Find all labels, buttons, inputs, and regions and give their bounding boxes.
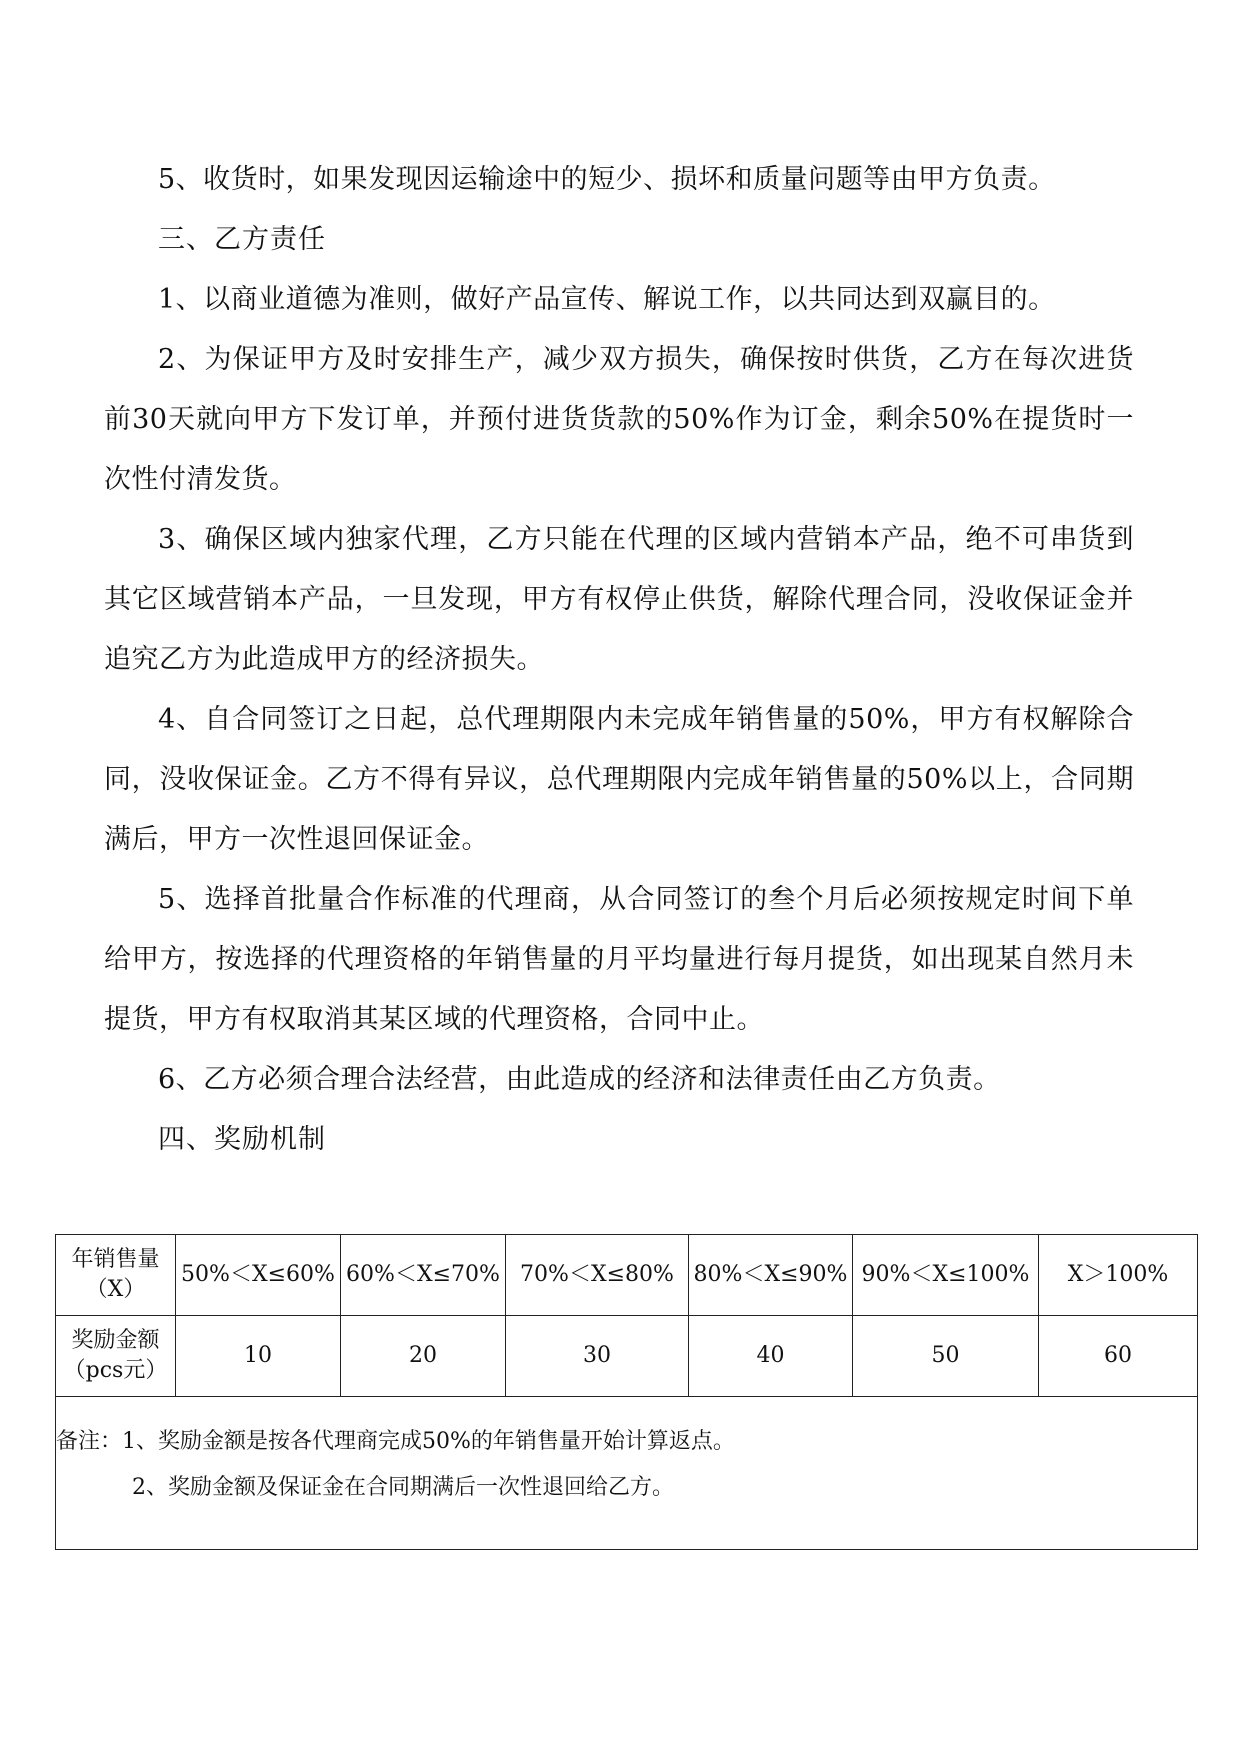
- section-heading-rewards: 四、奖励机制: [158, 1124, 326, 1155]
- amount-cell: 20: [341, 1316, 506, 1397]
- paragraph-legal-operation: 6、乙方必须合理合法经营，由此造成的经济和法律责任由乙方负责。: [158, 1064, 1001, 1095]
- table-row-sales-range: [56, 1235, 1198, 1316]
- paragraph-orders: 2、为保证甲方及时安排生产，减少双方损失，确保按时供货，乙方在每次进货前30天就向甲方下发订单，并预付进货货款的50%作为订金，剩余50%在提货时一次性付清发货。: [104, 344, 1134, 495]
- range-cell: 90%＜X≤100%: [853, 1235, 1039, 1316]
- amount-cell: 50: [853, 1316, 1039, 1397]
- reward-table: [55, 1234, 1198, 1550]
- paragraph-receiving: 5、收货时，如果发现因运输途中的短少、损坏和质量问题等由甲方负责。: [158, 164, 1056, 195]
- header-annual-sales: 年销售量（X）: [56, 1235, 176, 1316]
- paragraph-exclusive-agency: 3、确保区域内独家代理，乙方只能在代理的区域内营销本产品，绝不可串货到其它区域营销本产品，一旦发现，甲方有权停止供货，解除代理合同，没收保证金并追究乙方为此造成甲方的经济损失。: [104, 524, 1134, 675]
- range-cell: X＞100%: [1039, 1235, 1198, 1316]
- paragraph-sales-target: 4、自合同签订之日起，总代理期限内未完成年销售量的50%，甲方有权解除合同，没收保证金。乙方不得有异议，总代理期限内完成年销售量的50%以上，合同期满后，甲方一次性退回保证金。: [104, 704, 1134, 855]
- paragraph-monthly-pickup: 5、选择首批量合作标准的代理商，从合同签订的叁个月后必须按规定时间下单给甲方，按选择的代理资格的年销售量的月平均量进行每月提货，如出现某自然月未提货，甲方有权取消其某区域的代理资格，合同中止。: [104, 884, 1134, 1035]
- section-heading-party-b: 三、乙方责任: [158, 224, 326, 255]
- table-row-notes: [56, 1397, 1198, 1550]
- notes-cell: [56, 1397, 1198, 1550]
- amount-cell: 40: [689, 1316, 853, 1397]
- amount-cell: 60: [1039, 1316, 1198, 1397]
- note-line-2: 2、奖励金额及保证金在合同期满后一次性退回给乙方。: [132, 1475, 674, 1500]
- header-reward-amount: 奖励金额（pcs元）: [56, 1316, 176, 1397]
- range-cell: 50%＜X≤60%: [176, 1235, 341, 1316]
- range-cell: 70%＜X≤80%: [506, 1235, 689, 1316]
- amount-cell: 10: [176, 1316, 341, 1397]
- range-cell: 80%＜X≤90%: [689, 1235, 853, 1316]
- paragraph-ethics: 1、以商业道德为准则，做好产品宣传、解说工作，以共同达到双赢目的。: [158, 284, 1056, 315]
- amount-cell: 30: [506, 1316, 689, 1397]
- note-line-1: 备注：1、奖励金额是按各代理商完成50%的年销售量开始计算返点。: [56, 1429, 735, 1454]
- range-cell: 60%＜X≤70%: [341, 1235, 506, 1316]
- table-row-reward-amount: [56, 1316, 1198, 1397]
